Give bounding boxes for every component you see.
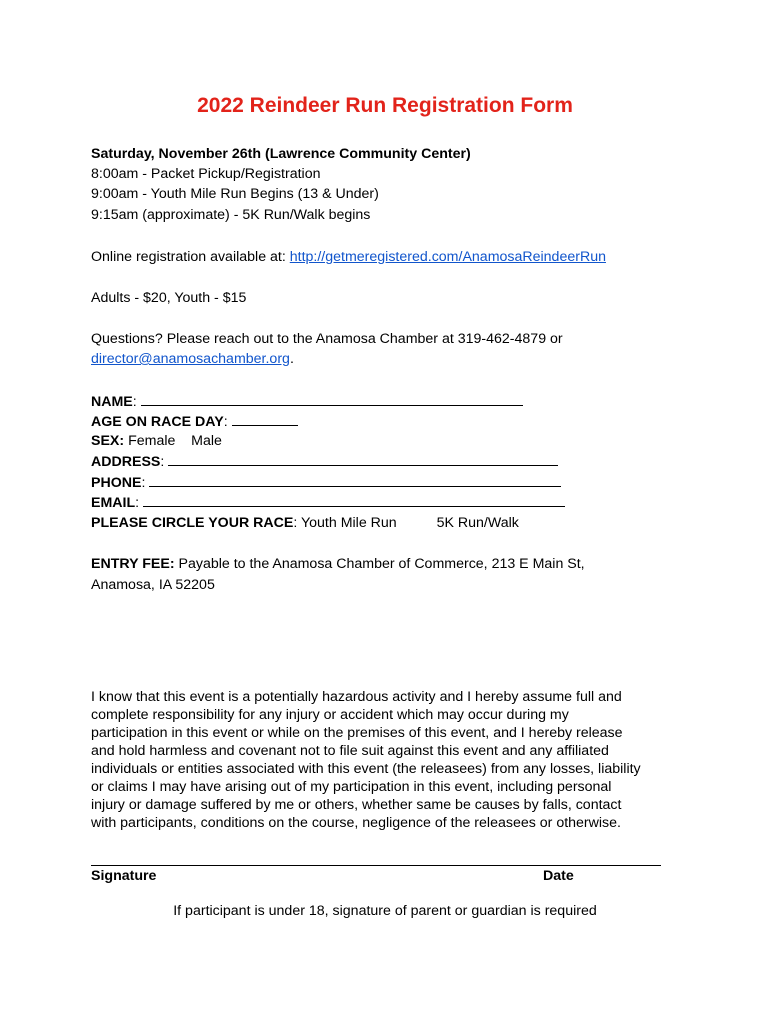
email-label: EMAIL — [91, 495, 136, 511]
date-label: Date — [543, 868, 574, 884]
registration-link[interactable]: http://getmeregistered.com/AnamosaReindeerRun — [289, 249, 606, 265]
chamber-email-link[interactable]: director@anamosachamber.org — [91, 351, 290, 367]
race-option-youth[interactable]: Youth Mile Run — [300, 515, 397, 531]
address-label: ADDRESS — [91, 454, 161, 470]
page-title: 2022 Reindeer Run Registration Form — [197, 94, 573, 117]
race-option-5k[interactable]: 5K Run/Walk — [436, 515, 519, 531]
sex-option-male[interactable]: Male — [191, 433, 222, 449]
online-registration-label: Online registration available at: — [91, 249, 290, 265]
entry-fee-address: Anamosa, IA 52205 — [91, 577, 215, 593]
waiver-line: participation in this event or while on the premises of this event, and I hereby release — [91, 725, 623, 741]
email-input-line[interactable] — [143, 493, 565, 507]
waiver-line: injury or damage suffered by me or others, whether same be causes by falls, contact — [91, 797, 622, 813]
address-field — [91, 452, 558, 471]
race-field — [91, 514, 519, 532]
entry-fee-label: ENTRY FEE: — [91, 556, 175, 572]
sex-label: SEX: — [91, 433, 125, 449]
guardian-note: If participant is under 18, signature of parent or guardian is required — [173, 903, 597, 919]
colon: : — [141, 475, 146, 491]
online-registration — [91, 248, 606, 266]
schedule-item: 9:15am (approximate) - 5K Run/Walk begins — [91, 207, 371, 223]
questions-email-line — [91, 350, 294, 368]
signature-line[interactable] — [91, 865, 661, 866]
phone-field — [91, 473, 561, 492]
signature-label: Signature — [91, 868, 157, 884]
period: . — [289, 351, 294, 367]
waiver-line: complete responsibility for any injury or accident which may occur during my — [91, 707, 569, 723]
race-label: PLEASE CIRCLE YOUR RACE — [91, 515, 294, 531]
entry-fee — [91, 555, 585, 573]
name-input-line[interactable] — [141, 392, 523, 406]
colon: : — [160, 454, 165, 470]
phone-label: PHONE — [91, 475, 142, 491]
pricing: Adults - $20, Youth - $15 — [91, 290, 247, 306]
colon: : — [223, 414, 228, 430]
waiver-line: and hold harmless and covenant not to file suit against this event and any affiliated — [91, 743, 609, 759]
phone-input-line[interactable] — [149, 473, 561, 487]
age-label: AGE ON RACE DAY — [91, 414, 224, 430]
waiver-line: with participants, conditions on the course, negligence of the releasees or otherwise. — [91, 815, 621, 831]
waiver-line: or claims I may have arising out of my participation in this event, including personal — [91, 779, 612, 795]
waiver-line: I know that this event is a potentially hazardous activity and I hereby assume full and — [91, 689, 622, 705]
age-field — [91, 412, 298, 431]
address-input-line[interactable] — [168, 452, 558, 466]
schedule-item: 8:00am - Packet Pickup/Registration — [91, 166, 321, 182]
colon: : — [135, 495, 140, 511]
questions-text: Questions? Please reach out to the Anamosa Chamber at 319-462-4879 or — [91, 331, 563, 347]
age-input-line[interactable] — [232, 412, 298, 426]
name-field — [91, 392, 523, 411]
entry-fee-text: Payable to the Anamosa Chamber of Commerce, 213 E Main St, — [174, 556, 585, 572]
waiver-line: individuals or entities associated with this event (the releasees) from any losses, liability — [91, 761, 641, 777]
sex-field — [91, 432, 222, 450]
colon: : — [132, 394, 137, 410]
sex-option-female[interactable]: Female — [128, 433, 176, 449]
name-label: NAME — [91, 394, 133, 410]
colon: : — [293, 515, 298, 531]
email-field — [91, 493, 565, 512]
schedule-heading: Saturday, November 26th (Lawrence Community Center) — [91, 146, 471, 162]
schedule-item: 9:00am - Youth Mile Run Begins (13 & Under) — [91, 186, 379, 202]
